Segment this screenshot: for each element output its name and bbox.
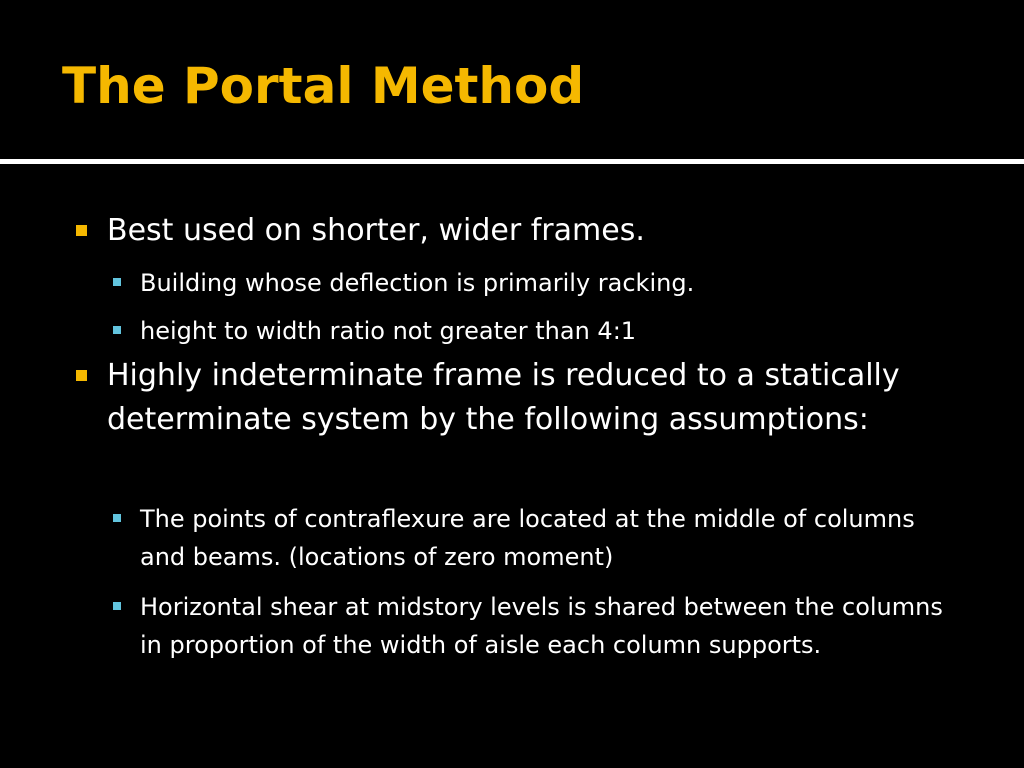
sub-bullet-item-2-1	[140, 500, 960, 576]
sub-bullet-text: Horizontal shear at midstory levels is shared between the columns in proportion of the width of aisle each column supports.	[140, 593, 943, 659]
square-bullet-icon	[76, 225, 87, 236]
square-bullet-icon	[113, 326, 121, 334]
bullet-text: Best used on shorter, wider frames.	[107, 213, 645, 248]
sub-bullet-item-1-2	[140, 312, 1000, 350]
sub-bullet-text: The points of contraflexure are located at the middle of columns and beams. (locations of zero moment)	[140, 505, 915, 571]
sub-bullet-text: height to width ratio not greater than 4:1	[140, 317, 637, 345]
square-bullet-icon	[113, 278, 121, 286]
bullet-text: Highly indeterminate frame is reduced to a statically determinate system by the following assumptions:	[107, 358, 900, 437]
square-bullet-icon	[113, 602, 121, 610]
bullet-item-2	[107, 354, 947, 442]
bullet-item-1	[107, 209, 987, 253]
sub-bullet-text: Building whose deflection is primarily racking.	[140, 269, 695, 297]
square-bullet-icon	[76, 370, 87, 381]
square-bullet-icon	[113, 514, 121, 522]
sub-bullet-item-2-2	[140, 588, 970, 664]
slide-title: The Portal Method	[62, 57, 585, 115]
sub-bullet-item-1-1	[140, 264, 1000, 302]
